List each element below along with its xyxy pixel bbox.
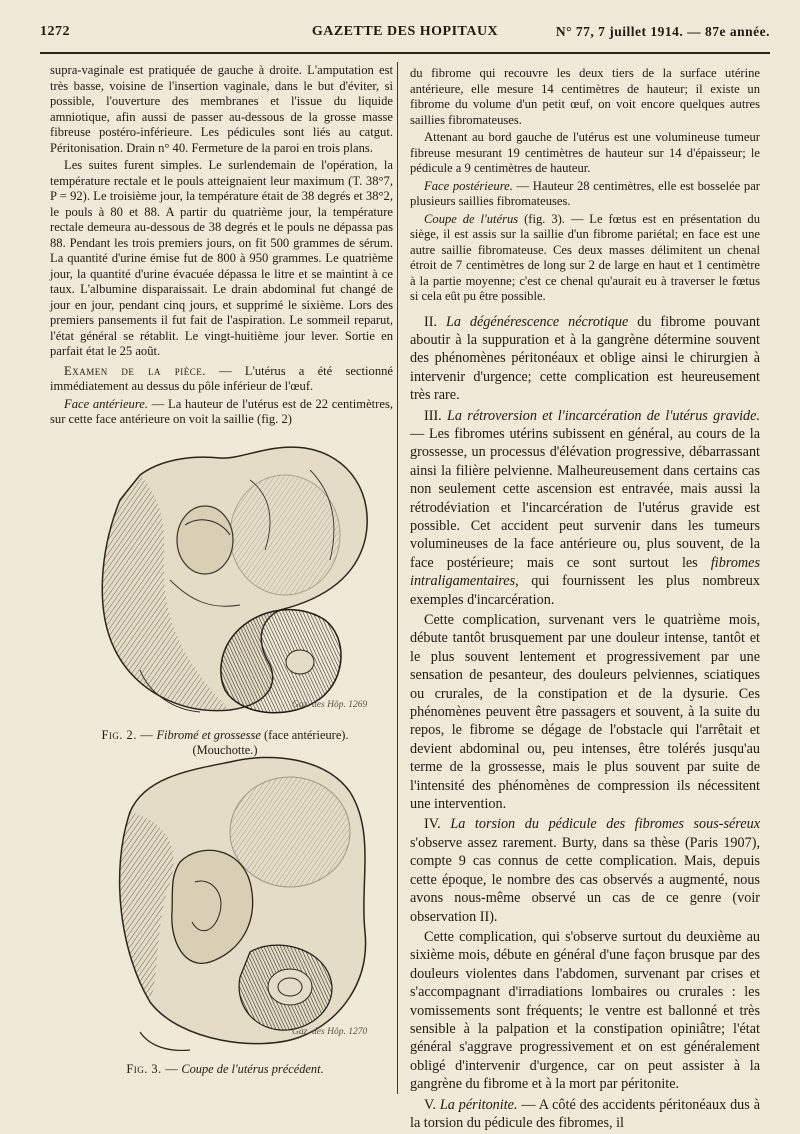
figure-caption [60, 1062, 390, 1077]
page-header [40, 24, 770, 46]
header-rule [40, 52, 770, 54]
paragraph [410, 815, 760, 925]
paragraph-text: — A côté des accidents péritonéaux dus à la torsion du pédicule des fibromes, il [410, 1096, 761, 1131]
section-heading: Face antérieure. [64, 396, 149, 411]
issue-info: N° 77, 7 juillet 1914. — 87e année. [555, 24, 770, 39]
figure-title: Fibromé et grossesse [156, 728, 261, 742]
paragraph: Cette complication, survenant vers le quatrième mois, débute tantôt brusquement par une douleur intense, tantôt et le plus souvent lentement et progressivement par une sensation de pesanteur, des douleurs pelviennes, sciatiques ou crurales, de la constipation et de la dysurie. Ces phénomènes peuvent être passagers et souvent, à la suite du repos, le fibrome se dégage de l'obstacle qui l'arrêtait et devient abdominal ou, peu intenses, être tolérés jusqu'au terme de la grossesse, mais le plus souvent par suite de l'intensité des phénomènes de compression ils nécessitent une intervention. [410, 612, 760, 813]
paragraph [50, 397, 393, 428]
paragraph [50, 364, 393, 395]
section-number: III. [424, 407, 442, 424]
figure-title: Coupe de l'utérus précédent. [181, 1062, 324, 1076]
paragraph-text: du fibrome pouvant aboutir à la suppuration et à la gangrène détermine souvent des phénomènes péritonéaux et oblige ainsi le chirurgien à intervenir d'urgence; cette complication est heureusement très rare. [410, 313, 760, 404]
figure-label: Fig. 2. — [101, 728, 154, 742]
paragraph-text: — Les fibromes utérins subissent en général, au cours de la grossesse, un processus d'élévation progressive, débarrassant ainsi la filière pelvienne. Malheureusement dans certains cas non seulement cette ascension est entravée, mais aussi la rétrodéviation et l'incarcération de l'utérus gravide est possible. Cet accident peut survenir dans les tumeurs volumineuses de la face antérieure ou, plus souvent, de la face postérieure; mais ce sont surtout les [410, 425, 760, 571]
paragraph-text: (fig. 3). — Le fœtus est en présentation du siège, il est assis sur la saillie d'un fibrome pariétal; en face est une autre saillie fibromateuse. Ces deux masses délimitent un chenal étroit de 7 centimètres de long sur 2 de large en haut et 1 centimètre à la partie moyenne; c'est ce chenal qu'aurait eu à traverser le fœtus si cela eût pu être possible. [410, 211, 761, 303]
paragraph [410, 407, 760, 609]
figure-credit: Gaz. des Hôp. 1269 [292, 700, 368, 710]
paragraph: du fibrome qui recouvre les deux tiers de la surface utérine antérieure, elle mesure 14 centimètres de hauteur; il existe un fibrome du volume d'un petit œuf, on voit encore quelques autres saillies fibromateuses. [410, 66, 760, 127]
paragraph [410, 212, 760, 305]
section-heading: La péritonite. [439, 1096, 518, 1113]
emphasis: fibromes intraligamentaires [410, 554, 760, 590]
section-heading: La dégénérescence nécrotique [445, 313, 629, 330]
paragraph-text: s'observe assez rarement. Burty, dans sa thèse (Paris 1907), compte 9 cas connus de cette complication. Mais, depuis cette époque, le nombre des cas observés a augmenté, nous avons nous-même observé un cas de ce genre (voir observation II). [410, 834, 760, 925]
paragraph-text: , qui fournissent les plus nombreux exemples d'incarcération. [410, 573, 760, 608]
right-column [410, 66, 760, 1134]
paragraph: Les suites furent simples. Le surlendemain de l'opération, la température rectale et le pouls atteignaient leur maximum (T. 38°7, P = 92). Le troisième jour, la température était de 38 degrés et 38°2, le pouls à 80 et 88. A partir du quatrième jour, la température rectale demeura au-dessous de 38 degrés et le pouls ne dépassa pas 88. Pendant les trois premiers jours, on fit 500 grammes de sérum. La quantité d'urine émise fut de 800 à 950 grammes. Le quatrième jour, la quantité d'urine évacuée dépassa le litre et se maintint à ce taux. L'albumine disparaissait. Le drain abdominal fut changé de jour en jour, pendant cinq jours, et supprimé le sixième. Lors des premiers pansements il fut fait de l'aspiration. Le sommeil reparut, l'état général se rétablit. Le vingt-huitième jour lever. Sortie en parfait état le 25 août. [50, 158, 393, 358]
page-number: 1272 [40, 24, 70, 39]
paragraph-text: — Hauteur 28 centimètres, elle est bosselée par plusieurs saillies fibromateuses. [410, 178, 760, 208]
paragraph: Attenant au bord gauche de l'utérus est une volumineuse tumeur fibreuse mesurant 19 centimètres de hauteur sur 14 d'épaisseur; le pédicule a 9 centimètres de hauteur. [410, 130, 760, 175]
paragraph: supra-vaginale est pratiquée de gauche à droite. L'amputation est très basse, voisine de l'insertion vaginale, dans le but d'éviter, si possible, l'ouverture des membranes et l'issue du liquide amniotique, afin aussi de passer au-dessous de la grosse masse fibreuse postéro-inférieure. Les pédicules sont liés au catgut. Péritonisation. Drain n° 40. Fermeture de la paroi en trois plans. [50, 63, 393, 155]
figure-credit: Gaz. des Hôp. 1270 [292, 1027, 368, 1037]
figure-author: (Mouchotte.) [192, 743, 258, 757]
paragraph [410, 179, 760, 210]
section-number: IV. [424, 816, 441, 833]
column-divider [397, 62, 398, 1094]
figure-uterus-section-engraving [100, 752, 380, 1052]
paragraph [410, 1096, 760, 1133]
section-heading: La torsion du pédicule des fibromes sous-séreux [450, 816, 760, 833]
section-heading: La rétroversion et l'incarcération de l'utérus gravide. [447, 407, 760, 424]
section-number: V. [424, 1096, 436, 1113]
journal-title: GAZETTE DES HOPITAUX [311, 24, 499, 39]
paragraph: Cette complication, qui s'observe surtout du deuxième au sixième mois, débute en général d'une façon brusque par des douleurs violentes dans l'abdomen, survenant par crises et s'accompagnant d'irradiations lombaires ou crurales : les vomissements sont fréquents; le ventre est ballonné et très sensible à la palpation et la constipation opiniâtre; l'état général s'aggrave progressivement et on est généralement obligé d'intervenir d'urgence, car on peut assister à la gangrène du fibrome et à la mort par péritonite. [410, 928, 760, 1093]
section-heading: Examen de la pièce. [64, 363, 206, 378]
figure-desc: (face antérieure). [263, 728, 349, 742]
figure-fibroid-uterus-engraving [80, 440, 380, 725]
section-number: II. [424, 313, 437, 330]
large-type-section [410, 313, 760, 1133]
section-heading: Coupe de l'utérus [424, 211, 519, 226]
paragraph-text: — La hauteur de l'utérus est de 22 centimètres, sur cette face antérieure on voit la saillie (fig. 2) [50, 396, 393, 426]
paragraph-text: — L'utérus a été sectionné immédiatement au dessus du pôle inférieur de l'œuf. [50, 363, 394, 393]
paragraph [410, 313, 760, 405]
figure-label: Fig. 3. — [126, 1062, 179, 1076]
section-heading: Face postérieure. [424, 178, 513, 193]
left-column [50, 63, 393, 430]
